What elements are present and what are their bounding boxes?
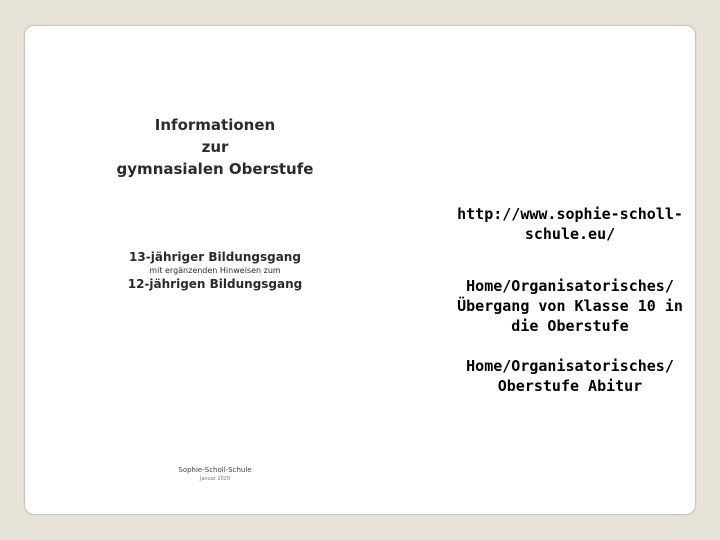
website-url[interactable] bbox=[425, 204, 715, 244]
document-date: Januar 2020 bbox=[199, 476, 231, 482]
subtitle-small: mit ergänzenden Hinweisen zum bbox=[149, 266, 281, 275]
path2-line-1: Home/Organisatorisches/ bbox=[466, 357, 674, 375]
link-list bbox=[425, 204, 715, 396]
school-name: Sophie-Scholl-Schule bbox=[178, 466, 252, 474]
document-title bbox=[95, 114, 335, 180]
path1-line-3: die Oberstufe bbox=[511, 317, 629, 335]
path1-line-2: Übergang von Klasse 10 in bbox=[457, 297, 683, 315]
document-cover bbox=[95, 114, 335, 292]
url-line-2: schule.eu/ bbox=[524, 225, 616, 243]
path2-line-2: Oberstufe Abitur bbox=[497, 377, 643, 395]
path-abitur bbox=[425, 356, 715, 396]
title-line-3: gymnasialen Oberstufe bbox=[116, 160, 314, 178]
url-line-1: http://www.sophie-scholl- bbox=[457, 205, 683, 223]
document-subtitle bbox=[95, 250, 335, 292]
title-line-1: Informationen bbox=[154, 116, 276, 134]
title-line-2: zur bbox=[201, 138, 229, 156]
subtitle-main: 13-jähriger Bildungsgang bbox=[129, 250, 301, 264]
path-transition bbox=[425, 276, 715, 336]
subtitle-secondary: 12-jährigen Bildungsgang bbox=[127, 277, 303, 291]
slide-card bbox=[24, 25, 696, 515]
path1-line-1: Home/Organisatorisches/ bbox=[466, 277, 674, 295]
document-footer bbox=[95, 465, 335, 483]
